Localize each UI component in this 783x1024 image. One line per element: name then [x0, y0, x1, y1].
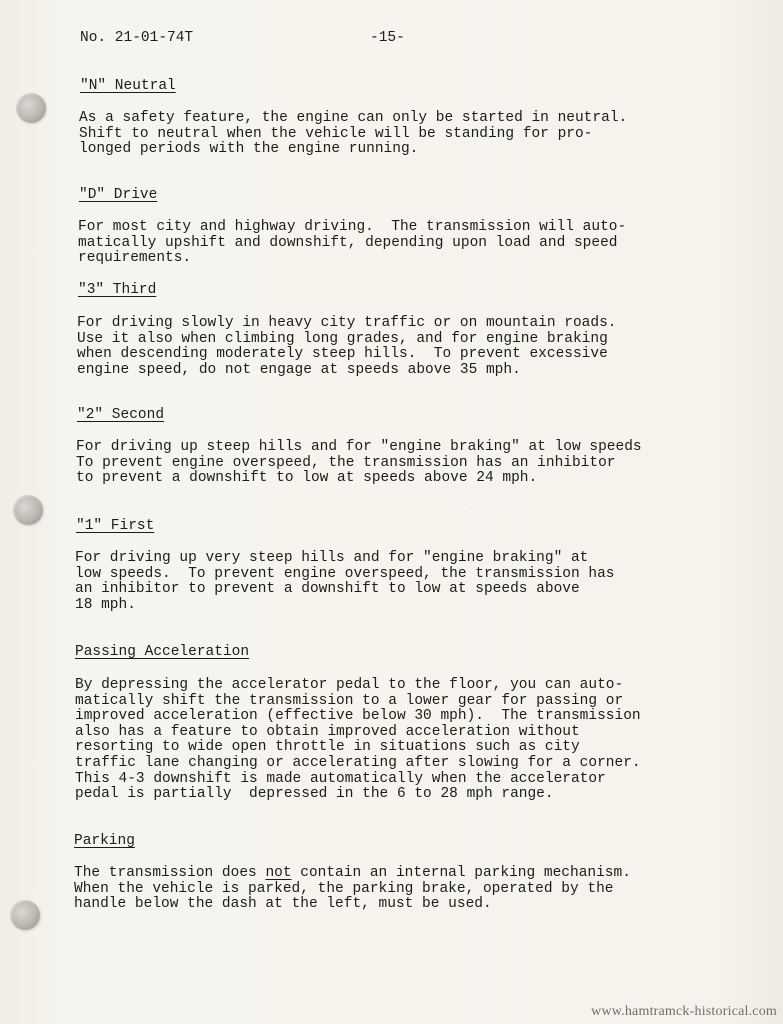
section-body-passing-acceleration — [75, 678, 641, 803]
binder-hole-middle — [13, 495, 43, 525]
text-line: To prevent engine overspeed, the transmission has an inhibitor — [76, 454, 616, 471]
section-heading-first: "1" First — [76, 518, 155, 534]
text-line: when descending moderately steep hills. To prevent excessive — [77, 346, 608, 363]
site-watermark: www.hamtramck-historical.com — [591, 1004, 777, 1019]
text-line: As a safety feature, the engine can only be started in neutral. — [79, 110, 628, 126]
text-fragment: The transmission does — [74, 865, 266, 881]
text-line: engine speed, do not engage at speeds above 35 mph. — [77, 361, 521, 378]
text-line: to prevent a downshift to low at speeds above 24 mph. — [76, 470, 538, 487]
text-line: matically shift the transmission to a lower gear for passing or — [75, 692, 624, 709]
text-line: requirements. — [78, 250, 192, 267]
section-body-second — [76, 440, 642, 487]
text-line: improved acceleration (effective below 30 mph). The transmission — [75, 708, 641, 725]
section-body-first — [75, 551, 615, 613]
section-heading-passing-acceleration: Passing Acceleration — [75, 644, 250, 660]
section-body-third — [77, 316, 617, 378]
text-line: 18 mph. — [75, 596, 136, 613]
text-line: For most city and highway driving. The transmission will auto- — [78, 219, 627, 235]
text-fragment: contain an internal parking mechanism. — [291, 865, 631, 881]
text-line: resorting to wide open throttle in situations such as city — [75, 739, 580, 756]
section-body-drive — [78, 220, 626, 267]
text-line: longed periods with the engine running. — [79, 141, 419, 158]
section-body-neutral — [79, 111, 627, 158]
section-heading-neutral: "N" Neutral — [80, 78, 176, 94]
text-line: Shift to neutral when the vehicle will be standing for pro- — [79, 125, 593, 142]
section-body-parking — [74, 866, 631, 913]
text-line: handle below the dash at the left, must be used. — [74, 896, 492, 913]
section-heading-second: "2" Second — [77, 407, 165, 423]
text-line: Use it also when climbing long grades, and for engine braking — [77, 330, 608, 347]
text-line: traffic lane changing or accelerating after slowing for a corner. — [75, 754, 641, 771]
binder-hole-bottom — [10, 900, 40, 930]
text-line: matically upshift and downshift, depending upon load and speed — [78, 234, 618, 251]
text-line: an inhibitor to prevent a downshift to low at speeds above — [75, 581, 580, 598]
text-line: For driving up very steep hills and for "engine braking" at — [75, 550, 589, 566]
text-line — [74, 866, 631, 882]
text-line: When the vehicle is parked, the parking brake, operated by the — [74, 880, 614, 897]
text-line: pedal is partially depressed in the 6 to 28 mph range. — [75, 786, 554, 803]
text-line: low speeds. To prevent engine overspeed, the transmission has — [75, 565, 615, 582]
text-line: By depressing the accelerator pedal to the floor, you can auto- — [75, 677, 624, 693]
text-line: For driving up steep hills and for "engine braking" at low speeds — [76, 439, 642, 455]
section-heading-third: "3" Third — [78, 282, 157, 298]
section-heading-parking: Parking — [74, 833, 135, 849]
text-line: For driving slowly in heavy city traffic or on mountain roads. — [77, 315, 617, 331]
section-heading-drive: "D" Drive — [79, 187, 158, 203]
text-line: also has a feature to obtain improved acceleration without — [75, 723, 580, 740]
binder-hole-top — [16, 93, 46, 123]
emphasis-not: not — [265, 865, 292, 881]
text-line: This 4-3 downshift is made automatically when the accelerator — [75, 770, 606, 787]
page-number: -15- — [370, 30, 405, 46]
document-number: No. 21-01-74T — [80, 30, 194, 46]
